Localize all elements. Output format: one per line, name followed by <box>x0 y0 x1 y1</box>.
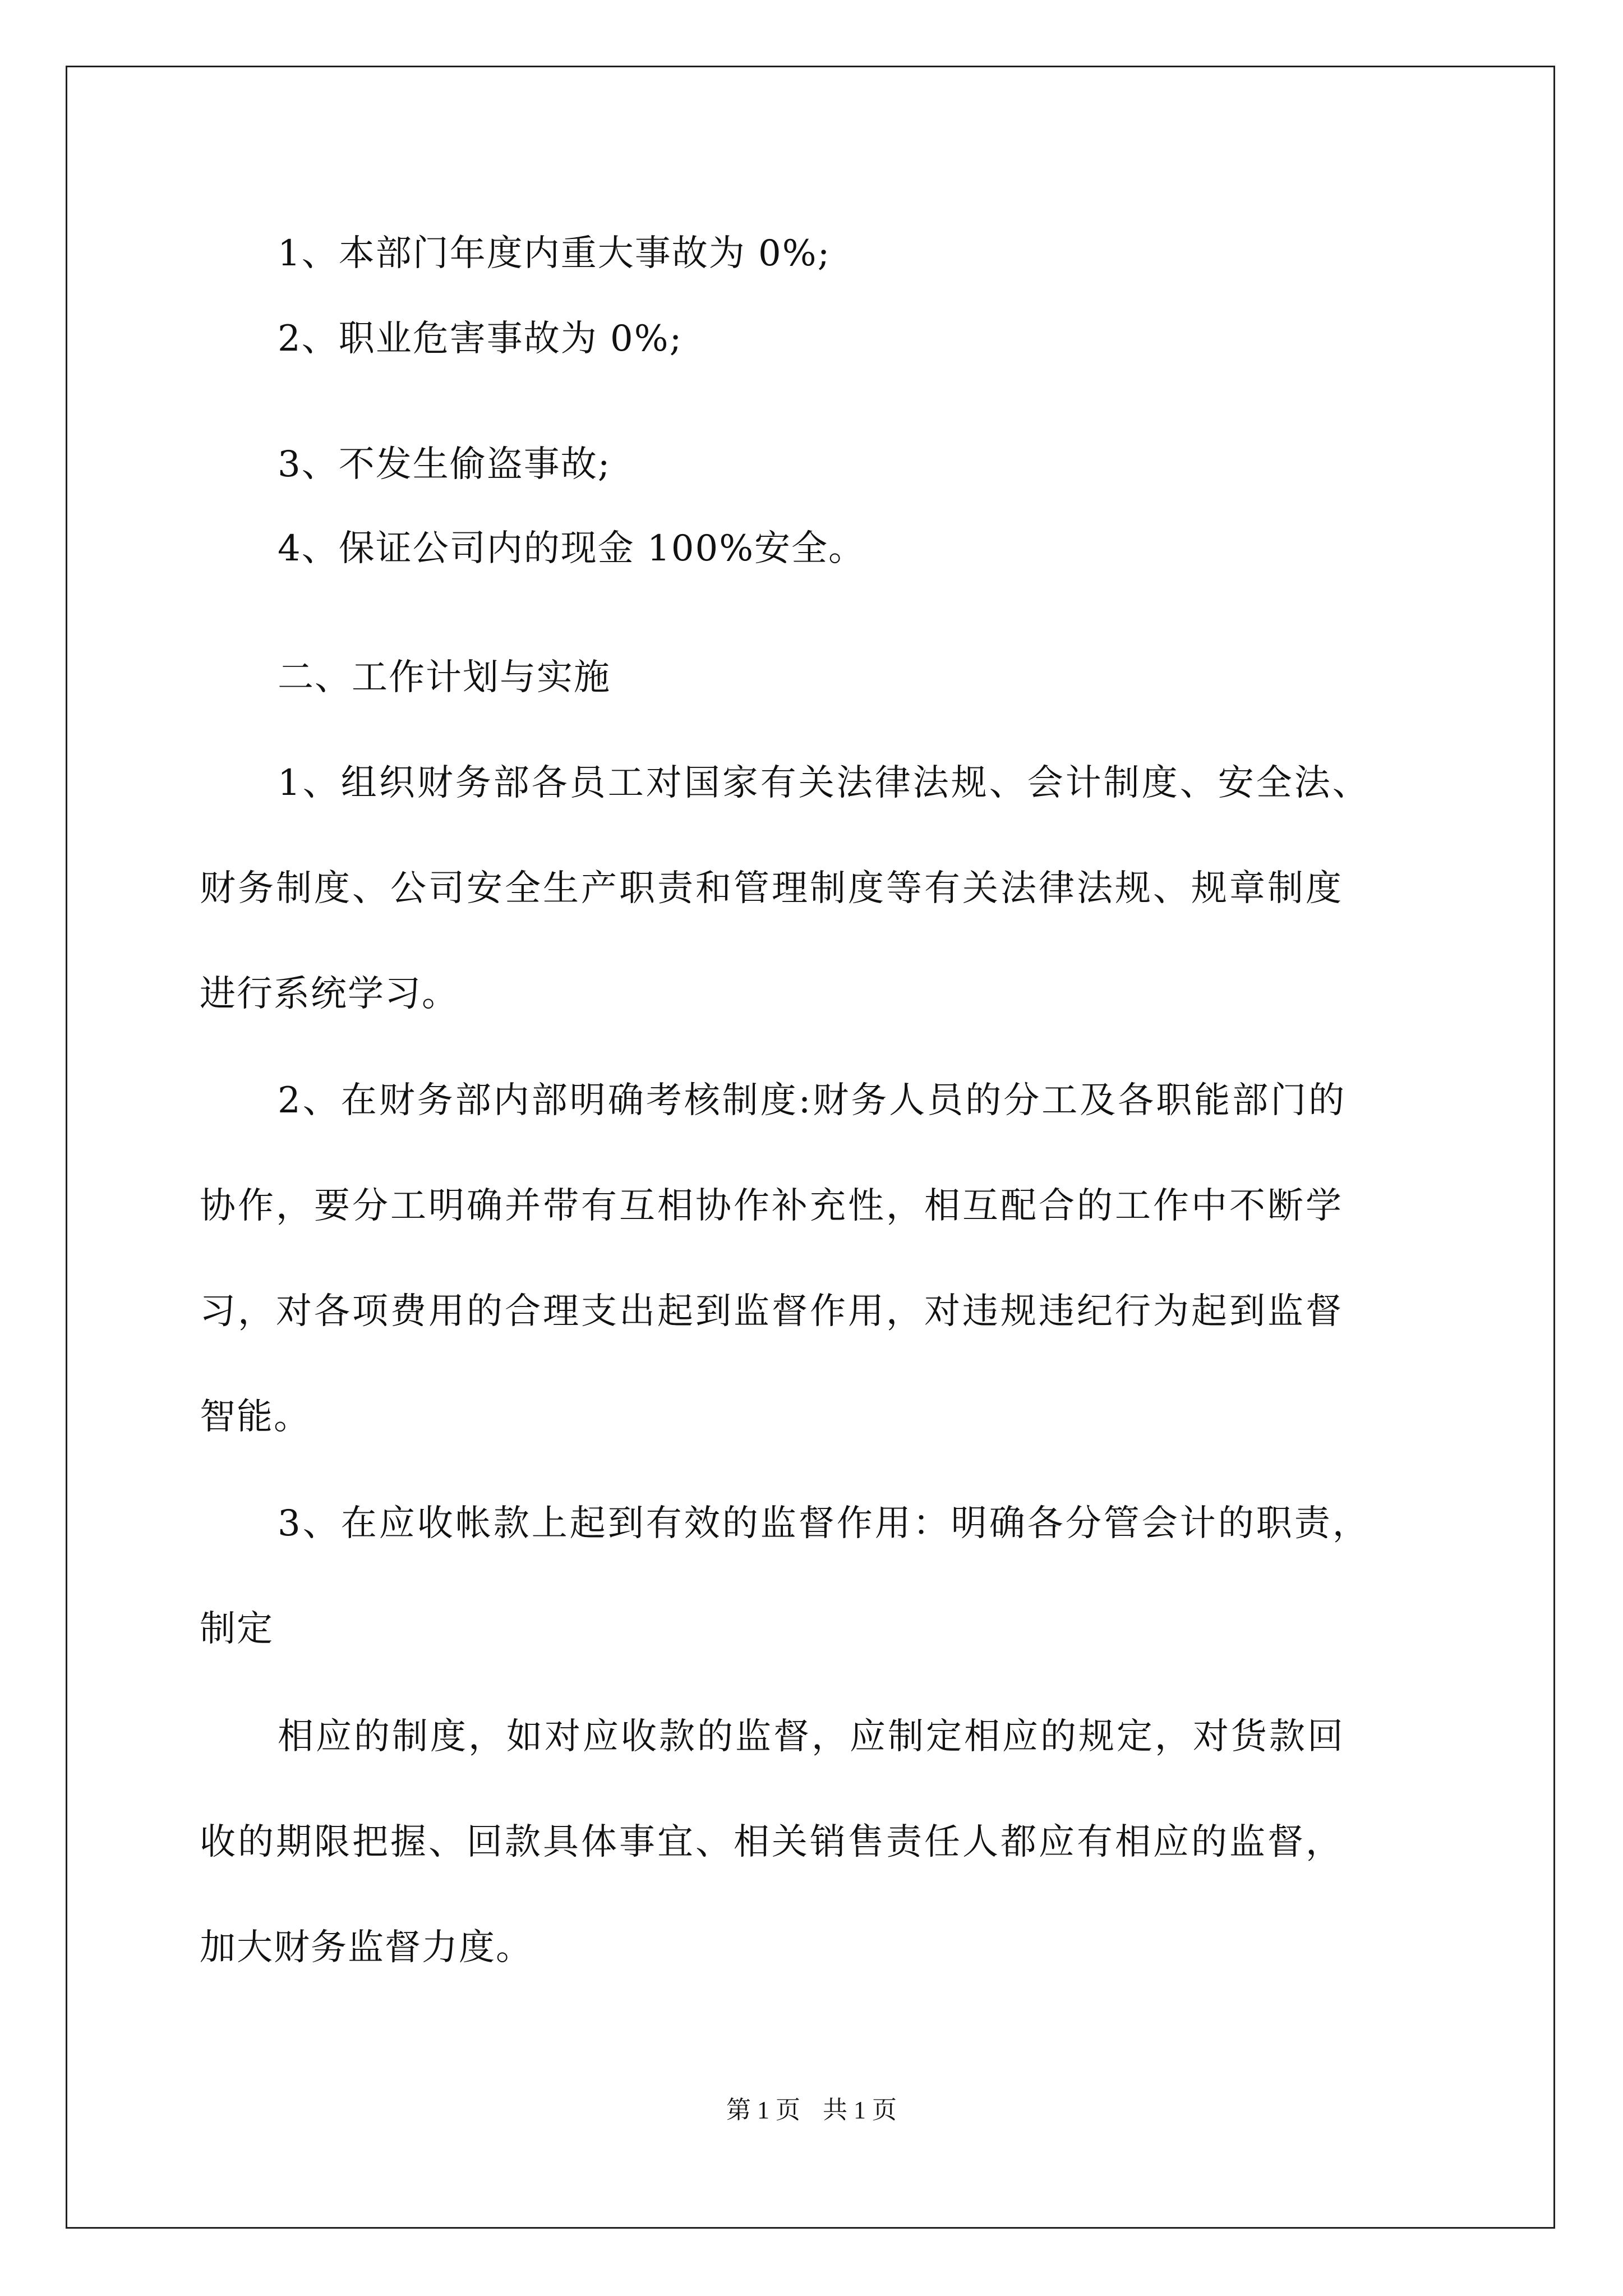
plan-1-line-1: 1、组织财务部各员工对国家有关法律法规、会计制度、安全法、 <box>278 762 1371 804</box>
page-number-total: 共 1 页 <box>823 2096 897 2124</box>
plan-2-line-4: 智能。 <box>200 1396 311 1438</box>
goal-item-1: 1、本部门年度内重大事故为 0%; <box>278 233 831 274</box>
plan-3-line-1: 3、在应收帐款上起到有效的监督作用：明确各分管会计的职责， <box>278 1503 1371 1544</box>
plan-2-line-2: 协作，要分工明确并带有互相协作补充性，相互配合的工作中不断学 <box>200 1185 1344 1227</box>
plan-3-cont-line-2: 收的期限把握、回款具体事宜、相关销售责任人都应有相应的监督， <box>200 1821 1344 1863</box>
plan-3-cont-line-1: 相应的制度，如对应收款的监督，应制定相应的规定，对货款回 <box>278 1716 1345 1757</box>
plan-3-line-2: 制定 <box>200 1608 274 1650</box>
page-border <box>66 66 1555 2229</box>
goal-item-2: 2、职业危害事故为 0%; <box>278 318 683 360</box>
plan-2-line-3: 习，对各项费用的合理支出起到监督作用，对违规违纪行为起到监督 <box>200 1291 1344 1332</box>
page-footer <box>0 2098 1623 2123</box>
goal-item-3: 3、不发生偷盗事故; <box>278 444 611 485</box>
plan-1-line-2: 财务制度、公司安全生产职责和管理制度等有关法律法规、规章制度 <box>200 868 1344 909</box>
section-heading: 二、工作计划与实施 <box>278 657 611 698</box>
plan-2-line-1: 2、在财务部内部明确考核制度:财务人员的分工及各职能部门的 <box>278 1080 1347 1121</box>
page-number-current: 第 1 页 <box>726 2096 800 2124</box>
goal-item-4: 4、保证公司内的现金 100%安全。 <box>278 528 866 569</box>
plan-3-cont-line-3: 加大财务监督力度。 <box>200 1927 533 1968</box>
plan-1-line-3: 进行系统学习。 <box>200 973 459 1015</box>
